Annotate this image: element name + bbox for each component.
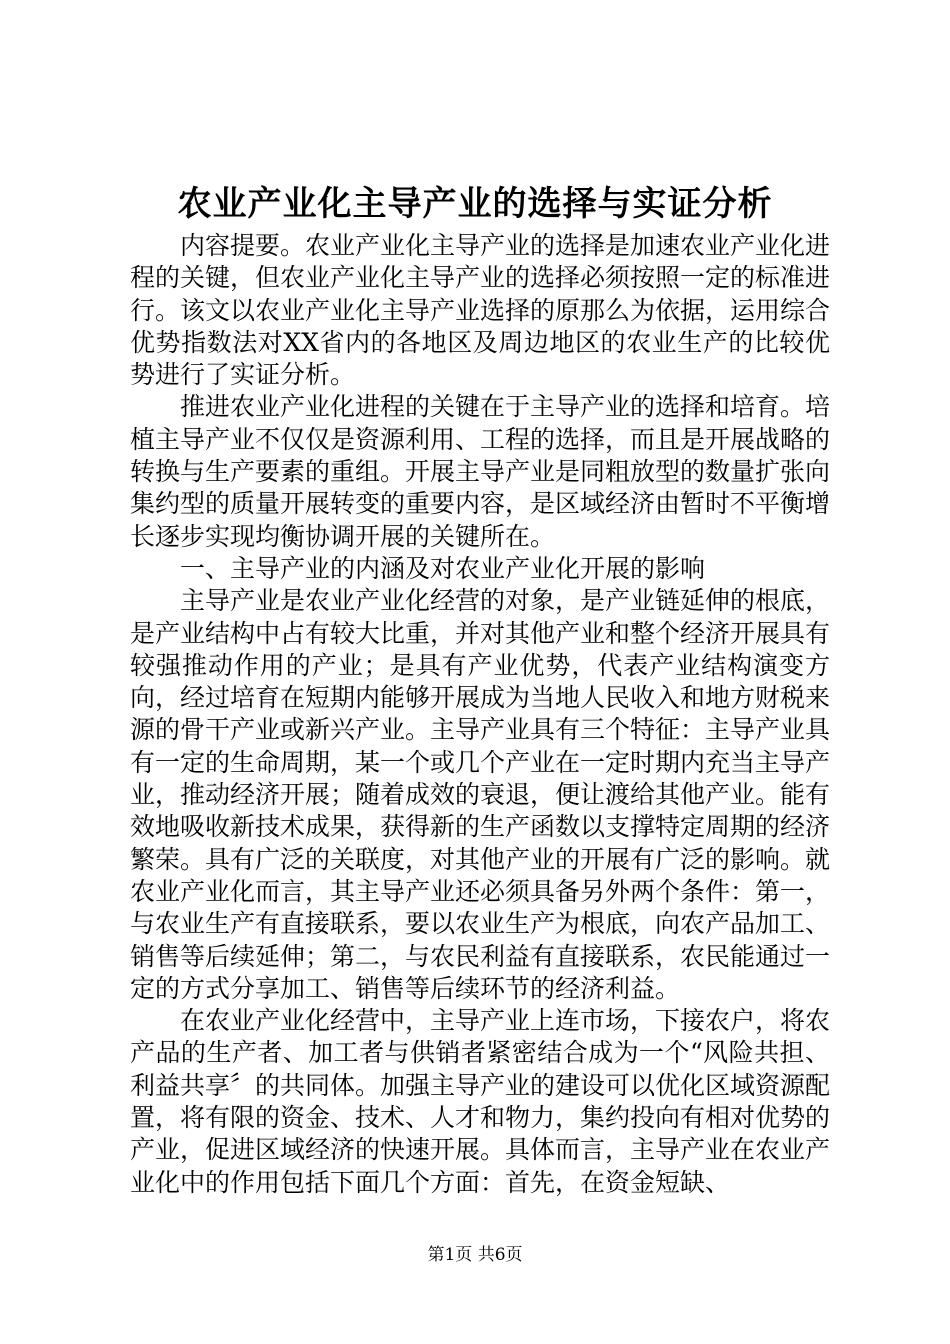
section-heading-1: 一、主导产业的内涵及对农业产业化开展的影响	[180, 553, 706, 583]
paragraph-abstract: 内容提要。农业产业化主导产业的选择是加速农业产业化进程的关键，但农业产业化主导产业的选择必须按照一定的标准进行。该文以农业产业化主导产业选择的原那么为依据，运用综合优势指数法对XX省内的各地区及周边地区的农业生产的比较优势进行了实证分析。	[130, 231, 831, 390]
paragraph-role: 在农业产业化经营中，主导产业上连市场，下接农户，将农产品的生产者、加工者与供销者紧密结合成为一个“风险共担、利益共享〞的共同体。加强主导产业的建设可以优化区域资源配置，将有限的资金、技术、人才和物力，集约投向有相对优势的产业，促进区域经济的快速开展。具体而言，主导产业在农业产业化中的作用包括下面几个方面：首先，在资金短缺、	[130, 1006, 831, 1197]
document-body	[130, 230, 830, 1199]
document-title: 农业产业化主导产业的选择与实证分析	[177, 184, 773, 224]
paragraph-definition: 主导产业是农业产业化经营的对象，是产业链延伸的根底，是产业结构中占有较大比重，并对其他产业和整个经济开展具有较强推动作用的产业；是具有产业优势，代表产业结构演变方向，经过培育在短期内能够开展成为当地人民收入和地方财税来源的骨干产业或新兴产业。主导产业具有三个特征：主导产业具有一定的生命周期，某一个或几个产业在一定时期内充当主导产业，推动经济开展；随着成效的衰退，便让渡给其他产业。能有效地吸收新技术成果，获得新的生产函数以支撑特定周期的经济繁荣。具有广泛的关联度，对其他产业的开展有广泛的影响。就农业产业化而言，其主导产业还必须具备另外两个条件：第一，与农业生产有直接联系，要以农业生产为根底，向农产品加工、销售等后续延伸；第二，与农民利益有直接联系，农民能通过一定的方式分享加工、销售等后续环节的经济利益。	[130, 586, 831, 1003]
paragraph-intro: 推进农业产业化进程的关键在于主导产业的选择和培育。培植主导产业不仅仅是资源利用、工程的选择，而且是开展战略的转换与生产要素的重组。开展主导产业是同粗放型的数量扩张向集约型的质量开展转变的重要内容，是区域经济由暂时不平衡增长逐步实现均衡协调开展的关键所在。	[130, 392, 831, 551]
page-footer: 第1页 共6页	[427, 1245, 523, 1265]
